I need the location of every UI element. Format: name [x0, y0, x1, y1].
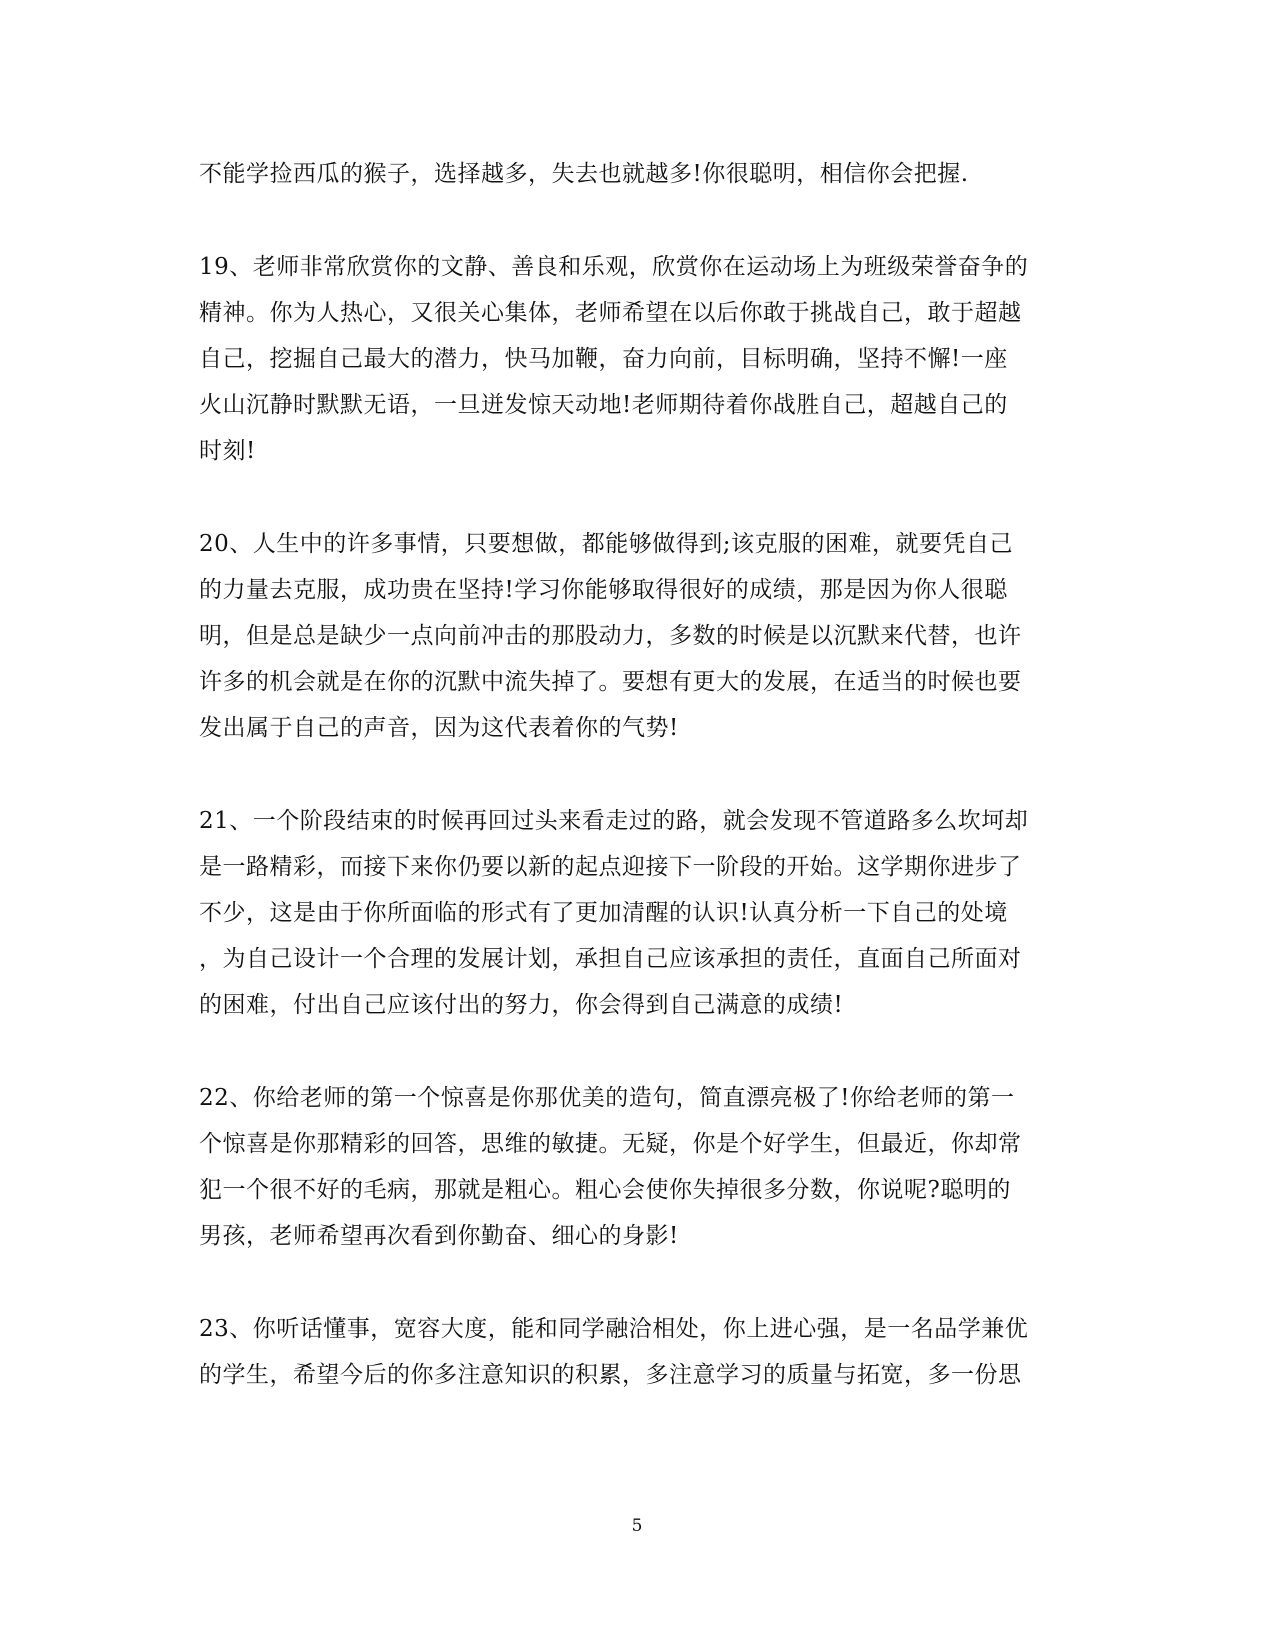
text-line: 20、人生中的许多事情，只要想做，都能够做得到;该克服的困难，就要凭自己	[199, 531, 1014, 557]
text-line: 精神。你为人热心，又很关心集体，老师希望在以后你敢于挑战自己，敢于超越	[199, 300, 1022, 326]
text-line: 发出属于自己的声音，因为这代表着你的气势!	[199, 715, 679, 741]
text-line: 的学生，希望今后的你多注意知识的积累，多注意学习的质量与拓宽，多一份思	[199, 1362, 1022, 1388]
text-line: 21、一个阶段结束的时候再回过头来看走过的路，就会发现不管道路多么坎坷却	[199, 808, 1029, 834]
text-line: 不少，这是由于你所面临的形式有了更加清醒的认识!认真分析一下自己的处境	[199, 900, 1008, 926]
text-line: 23、你听话懂事，宽容大度，能和同学融洽相处，你上进心强，是一名品学兼优	[199, 1316, 1029, 1342]
text-line: 的力量去克服，成功贵在坚持!学习你能够取得很好的成绩，那是因为你人很聪	[199, 577, 1008, 603]
text-line: 是一路精彩，而接下来你仍要以新的起点迎接下一阶段的开始。这学期你进步了	[199, 854, 1022, 880]
page-number: 5	[631, 1516, 643, 1536]
text-line: 犯一个很不好的毛病，那就是粗心。粗心会使你失掉很多分数，你说呢?聪明的	[199, 1177, 1011, 1203]
text-line: 的困难，付出自己应该付出的努力，你会得到自己满意的成绩!	[199, 992, 844, 1018]
text-line: 火山沉静时默默无语，一旦迸发惊天动地!老师期待着你战胜自己，超越自己的	[199, 392, 1008, 418]
text-line: 许多的机会就是在你的沉默中流失掉了。要想有更大的发展，在适当的时候也要	[199, 669, 1022, 695]
text-line: 时刻!	[199, 438, 256, 464]
text-line: ，为自己设计一个合理的发展计划，承担自己应该承担的责任，直面自己所面对	[199, 946, 1022, 972]
text-line: 男孩，老师希望再次看到你勤奋、细心的身影!	[199, 1223, 679, 1249]
text-line: 22、你给老师的第一个惊喜是你那优美的造句，简直漂亮极了!你给老师的第一	[199, 1085, 1015, 1111]
text-line: 19、老师非常欣赏你的文静、善良和乐观，欣赏你在运动场上为班级荣誉奋争的	[199, 254, 1029, 280]
text-line: 个惊喜是你那精彩的回答，思维的敏捷。无疑，你是个好学生，但最近，你却常	[199, 1131, 1022, 1157]
text-line: 不能学捡西瓜的猴子，选择越多，失去也就越多!你很聪明，相信你会把握.	[199, 161, 969, 187]
text-line: 明，但是总是缺少一点向前冲击的那股动力，多数的时候是以沉默来代替，也许	[199, 623, 1022, 649]
text-line: 自己，挖掘自己最大的潜力，快马加鞭，奋力向前，目标明确，坚持不懈!一座	[199, 346, 1008, 372]
